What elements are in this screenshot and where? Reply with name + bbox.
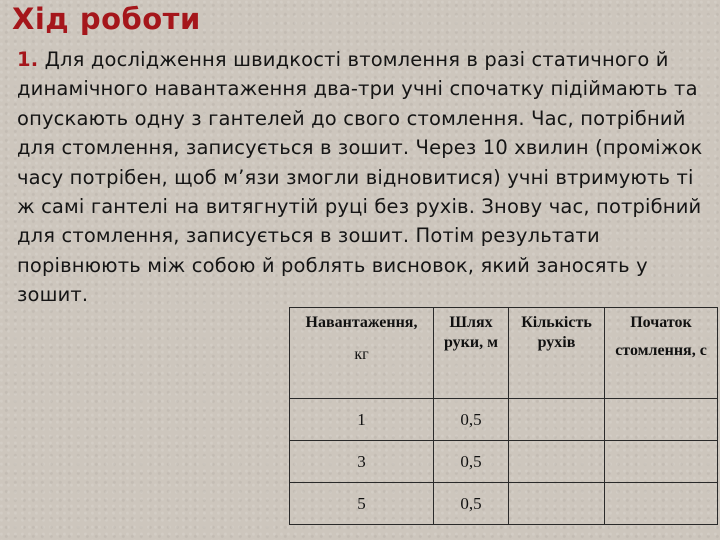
cell-load: 5 bbox=[290, 483, 434, 525]
cell-fatigue-start bbox=[605, 483, 718, 525]
cell-fatigue-start bbox=[605, 441, 718, 483]
header-fatigue-start: Початок стомлення, с bbox=[605, 308, 718, 399]
table-row bbox=[290, 441, 718, 483]
step-number: 1. bbox=[17, 48, 39, 71]
cell-arm-path: 0,5 bbox=[434, 441, 509, 483]
cell-load: 3 bbox=[290, 441, 434, 483]
cell-load: 1 bbox=[290, 399, 434, 441]
header-load: Навантаження, кг bbox=[290, 308, 434, 399]
cell-movement-count bbox=[509, 441, 605, 483]
table-row bbox=[290, 399, 718, 441]
instruction-paragraph bbox=[17, 45, 707, 310]
results-table bbox=[289, 307, 718, 525]
header-movement-count: Кількість рухів bbox=[509, 308, 605, 399]
cell-arm-path: 0,5 bbox=[434, 399, 509, 441]
cell-movement-count bbox=[509, 483, 605, 525]
cell-arm-path: 0,5 bbox=[434, 483, 509, 525]
page-title: Хід роботи bbox=[12, 2, 201, 36]
cell-movement-count bbox=[509, 399, 605, 441]
instruction-text: Для дослідження швидкості втомлення в разі статичного й динамічного навантаження два-три учні спочатку підіймають та опускають одну з гантелей до свого стомлення. Час, потрібний для стомлення, записується в зошит. Через 10 хвилин (проміжок часу потрібен, щоб м’язи змогли відновитися) учні втримують ті ж самі гантелі на витягнутій руці без рухів. Знову час, потрібний для стомлення, записується в зошит. Потім результати порівнюють між собою й роблять висновок, який заносять у зошит. bbox=[17, 48, 703, 307]
cell-fatigue-start bbox=[605, 399, 718, 441]
header-arm-path: Шлях руки, м bbox=[434, 308, 509, 399]
table-header-row bbox=[290, 308, 718, 399]
table-row bbox=[290, 483, 718, 525]
